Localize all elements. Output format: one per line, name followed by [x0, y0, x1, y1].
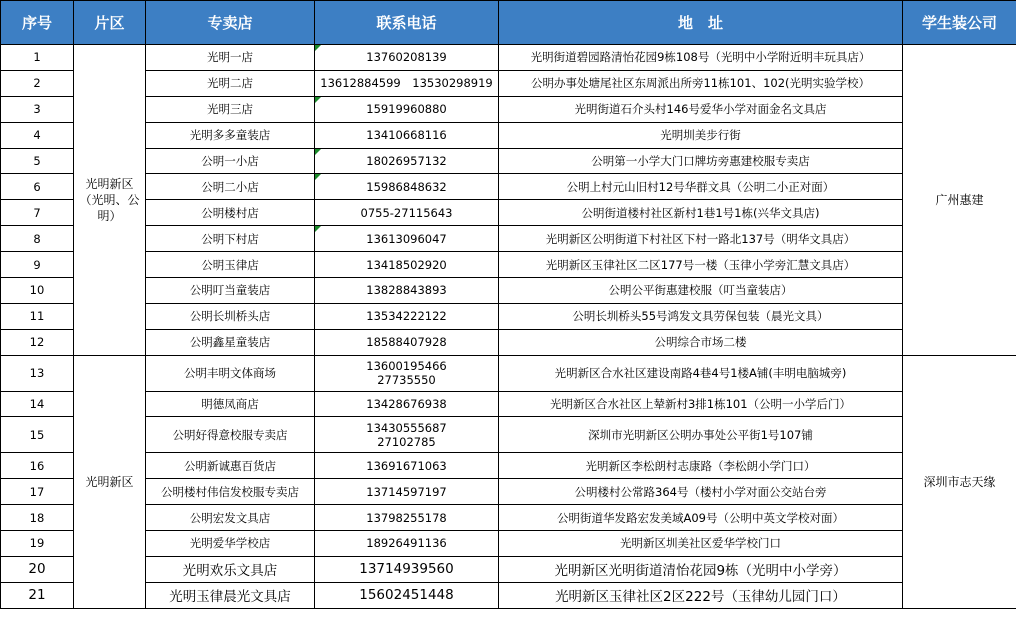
store-name: 光明一店	[146, 45, 315, 71]
phone: 13691671063	[315, 453, 499, 479]
store-name: 光明爱华学校店	[146, 531, 315, 557]
region-cell: 光明新区（光明、公明）	[74, 45, 146, 356]
table-row	[1, 70, 1016, 96]
phone: 13828843893	[315, 278, 499, 304]
table-row	[1, 278, 1016, 304]
address: 光明新区合水社区建设南路4巷4号1楼A铺(丰明电脑城旁)	[499, 355, 903, 391]
table-row	[1, 453, 1016, 479]
table-row	[1, 391, 1016, 417]
row-no: 12	[1, 329, 74, 355]
header-phone: 联系电话	[315, 1, 499, 45]
store-name: 公明新诚惠百货店	[146, 453, 315, 479]
header-address: 地 址	[499, 1, 903, 45]
table-row	[1, 122, 1016, 148]
address: 公明公平街惠建校服（叮当童装店）	[499, 278, 903, 304]
table-row	[1, 200, 1016, 226]
phone	[315, 355, 499, 391]
company-cell: 广州惠建	[903, 45, 1016, 356]
phone-line: 27735550	[377, 373, 436, 388]
header-no: 序号	[1, 1, 74, 45]
phone-line: 13430555687	[366, 420, 447, 435]
phone: 13418502920	[315, 252, 499, 278]
store-name: 公明丰明文体商场	[146, 355, 315, 391]
phone: 18926491136	[315, 531, 499, 557]
table-row	[1, 226, 1016, 252]
row-no: 21	[1, 582, 74, 608]
table-row	[1, 417, 1016, 453]
phone: 13534222122	[315, 303, 499, 329]
store-name: 光明三店	[146, 96, 315, 122]
table-row	[1, 148, 1016, 174]
phone: 13714597197	[315, 479, 499, 505]
row-no: 5	[1, 148, 74, 174]
row-no: 10	[1, 278, 74, 304]
address: 光明新区光明街道清怡花园9栋（光明中小学旁）	[499, 556, 903, 582]
phone: 13760208139	[315, 45, 499, 71]
row-no: 11	[1, 303, 74, 329]
store-name: 公明下村店	[146, 226, 315, 252]
table-row	[1, 303, 1016, 329]
store-name: 公明长圳桥头店	[146, 303, 315, 329]
store-name: 公明楼村店	[146, 200, 315, 226]
phone: 13428676938	[315, 391, 499, 417]
row-no: 16	[1, 453, 74, 479]
address: 公明楼村公常路364号（楼村小学对面公交站台旁	[499, 479, 903, 505]
row-no: 17	[1, 479, 74, 505]
phone: 18588407928	[315, 329, 499, 355]
table-row	[1, 355, 1016, 391]
store-name: 公明鑫星童装店	[146, 329, 315, 355]
company-cell: 深圳市志天缘	[903, 355, 1016, 608]
address: 公明办事处塘尾社区东周派出所旁11栋101、102(光明实验学校）	[499, 70, 903, 96]
store-name: 光明多多童装店	[146, 122, 315, 148]
row-no: 14	[1, 391, 74, 417]
table-row	[1, 505, 1016, 531]
phone: 0755-27115643	[315, 200, 499, 226]
table-row	[1, 174, 1016, 200]
row-no: 6	[1, 174, 74, 200]
address: 光明新区玉律社区二区177号一楼（玉律小学旁汇慧文具店）	[499, 252, 903, 278]
row-no: 19	[1, 531, 74, 557]
header-store: 专卖店	[146, 1, 315, 45]
header-company: 学生装公司	[903, 1, 1016, 45]
address: 公明街道华发路宏发美域A09号（公明中英文学校对面）	[499, 505, 903, 531]
table-row	[1, 479, 1016, 505]
address: 光明圳美步行街	[499, 122, 903, 148]
row-no: 1	[1, 45, 74, 71]
row-no: 4	[1, 122, 74, 148]
store-name: 明德凤商店	[146, 391, 315, 417]
address: 深圳市光明新区公明办事处公平街1号107铺	[499, 417, 903, 453]
table-row	[1, 329, 1016, 355]
row-no: 15	[1, 417, 74, 453]
store-name: 公明好得意校服专卖店	[146, 417, 315, 453]
region-cell: 光明新区	[74, 355, 146, 608]
table-row	[1, 96, 1016, 122]
store-name: 光明二店	[146, 70, 315, 96]
store-name: 公明一小店	[146, 148, 315, 174]
row-no: 20	[1, 556, 74, 582]
store-name: 公明楼村伟信发校服专卖店	[146, 479, 315, 505]
phone-line: 27102785	[377, 434, 436, 449]
address: 公明长圳桥头55号鸿发文具劳保包装（晨光文具）	[499, 303, 903, 329]
row-no: 13	[1, 355, 74, 391]
address: 光明新区公明街道下村社区下村一路北137号（明华文具店）	[499, 226, 903, 252]
phone-line: 13600195466	[366, 359, 447, 374]
store-name: 公明玉律店	[146, 252, 315, 278]
store-name: 公明二小店	[146, 174, 315, 200]
row-no: 7	[1, 200, 74, 226]
table-row	[1, 582, 1016, 608]
phone: 13714939560	[315, 556, 499, 582]
phone: 15986848632	[315, 174, 499, 200]
header-region: 片区	[74, 1, 146, 45]
store-name: 光明欢乐文具店	[146, 556, 315, 582]
address: 光明新区圳美社区爱华学校门口	[499, 531, 903, 557]
header-row	[1, 1, 1016, 45]
phone: 13613096047	[315, 226, 499, 252]
address: 公明上村元山旧村12号华群文具（公明二小正对面）	[499, 174, 903, 200]
address: 光明新区李松朗村志康路（李松朗小学门口）	[499, 453, 903, 479]
table-row	[1, 45, 1016, 71]
phone: 13410668116	[315, 122, 499, 148]
phone: 18026957132	[315, 148, 499, 174]
table-row	[1, 252, 1016, 278]
store-name: 公明宏发文具店	[146, 505, 315, 531]
row-no: 9	[1, 252, 74, 278]
phone: 15919960880	[315, 96, 499, 122]
store-name: 光明玉律晨光文具店	[146, 582, 315, 608]
address: 光明街道碧园路清怡花园9栋108号（光明中小学附近明丰玩具店）	[499, 45, 903, 71]
table-row	[1, 531, 1016, 557]
phone: 13612884599 13530298919	[315, 70, 499, 96]
address: 光明街道石介头村146号爱华小学对面金名文具店	[499, 96, 903, 122]
address: 光明新区合水社区上辇新村3排1栋101（公明一小学后门）	[499, 391, 903, 417]
address: 公明街道楼村社区新村1巷1号1栋(兴华文具店)	[499, 200, 903, 226]
row-no: 18	[1, 505, 74, 531]
row-no: 8	[1, 226, 74, 252]
store-name: 公明叮当童装店	[146, 278, 315, 304]
table-row	[1, 556, 1016, 582]
phone: 15602451448	[315, 582, 499, 608]
address: 光明新区玉律社区2区222号（玉律幼儿园门口）	[499, 582, 903, 608]
row-no: 3	[1, 96, 74, 122]
address: 公明第一小学大门口牌坊旁惠建校服专卖店	[499, 148, 903, 174]
phone	[315, 417, 499, 453]
row-no: 2	[1, 70, 74, 96]
phone: 13798255178	[315, 505, 499, 531]
address: 公明综合市场二楼	[499, 329, 903, 355]
